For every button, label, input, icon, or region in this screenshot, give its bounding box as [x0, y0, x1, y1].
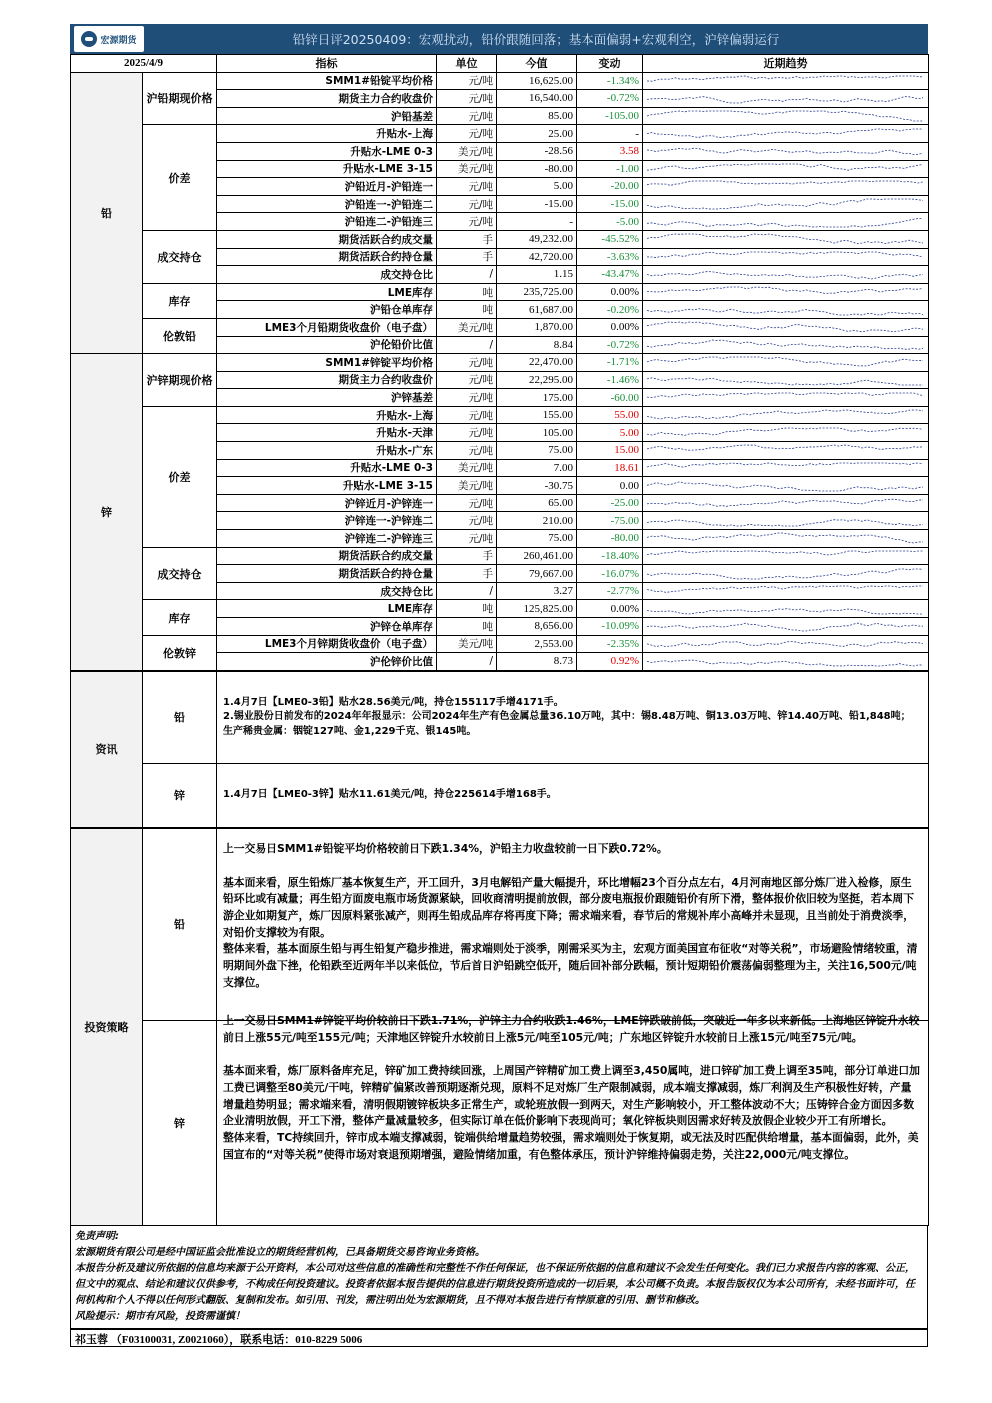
value-cell: 105.00 [497, 424, 577, 442]
change-cell: -3.63% [577, 248, 643, 266]
value-cell: 25.00 [497, 125, 577, 143]
news-lead-item-2: 2.锡业股份日前发布的2024年年报显示：公司2024年生产有色金属总量36.10万吨，其中：锡8.48万吨、铜13.03万吨、锌14.40万吨、铅1,848吨；生产稀贵金属：铟锭127吨、金1,229千克、银145吨。 [223, 711, 911, 737]
change-cell: 0.00% [577, 318, 643, 336]
disclaimer-line-3: 风险提示：期市有风险，投资需谨慎！ [75, 1310, 245, 1322]
table-row [71, 600, 929, 618]
unit-cell: 吨 [437, 618, 497, 636]
value-cell: 3.27 [497, 582, 577, 600]
value-cell: 125,825.00 [497, 600, 577, 618]
change-cell: 0.00 [577, 477, 643, 495]
value-cell: 79,667.00 [497, 565, 577, 583]
company-logo [74, 26, 144, 52]
indicator-label: LME3个月铅期货收盘价（电子盘） [217, 318, 437, 336]
indicator-label: 期货活跃合约持仓量 [217, 248, 437, 266]
value-cell: 49,232.00 [497, 230, 577, 248]
change-cell: -0.20% [577, 301, 643, 319]
change-cell: 15.00 [577, 442, 643, 460]
trend-sparkline [643, 618, 929, 636]
trend-sparkline [643, 459, 929, 477]
indicator-label: 升贴水-LME 0-3 [217, 459, 437, 477]
trend-sparkline [643, 565, 929, 583]
trend-sparkline [643, 477, 929, 495]
change-cell: -2.77% [577, 582, 643, 600]
value-cell: 1,870.00 [497, 318, 577, 336]
trend-sparkline [643, 635, 929, 653]
indicator-label: 成交持仓比 [217, 582, 437, 600]
group-label: 成交持仓 [143, 230, 217, 283]
col-trend: 近期趋势 [643, 55, 929, 73]
trend-sparkline [643, 283, 929, 301]
value-cell: - [497, 213, 577, 231]
indicator-label: 升贴水-上海 [217, 125, 437, 143]
value-cell: 65.00 [497, 494, 577, 512]
report-date: 2025/4/9 [71, 55, 217, 73]
value-cell: 175.00 [497, 389, 577, 407]
indicator-label: 升贴水-广东 [217, 442, 437, 460]
strategy-lead-p2: 基本面来看，原生铅炼厂基本恢复生产，开工回升，3月电解铅产量大幅提升，环比增幅23个百分点左右，4月河南地区部分炼厂进入检修，原生铅环比或有减量；再生铅方面废电瓶市场货源紧缺，回收商清明提前放假，部分废电瓶报价跟随铅价有所下滑，整体报价依旧较为坚挺，若本周下游企业如期复产，炼厂因原料紧张减产，则再生铅成品库存将再度下降；需求端来看，春节后的常规补库小高峰并未显现，且当前处于消费淡季，对铅价支撑较为有限。 [223, 875, 914, 939]
value-cell: 2,553.00 [497, 635, 577, 653]
disclaimer-line-1: 宏源期货有限公司是经中国证监会批准设立的期货经营机构，已具备期货交易咨询业务资格。 [75, 1246, 485, 1258]
change-cell: -18.40% [577, 547, 643, 565]
table-row [71, 72, 929, 90]
indicator-label: 升贴水-LME 0-3 [217, 142, 437, 160]
news-label: 资讯 [71, 671, 143, 827]
unit-cell: / [437, 582, 497, 600]
change-cell: -15.00 [577, 195, 643, 213]
metal-category: 锌 [71, 354, 143, 671]
trend-sparkline [643, 178, 929, 196]
group-label: 沪铅期现价格 [143, 72, 217, 125]
table-row [71, 125, 929, 143]
contact-info: 祁玉蓉 （F03100031, Z0021060），联系电话：010-8229 5006 [70, 1329, 928, 1347]
col-change: 变动 [577, 55, 643, 73]
disclaimer-line-2: 本报告分析及建议所依据的信息均来源于公开资料，本公司对这些信息的准确性和完整性不作任何保证，也不保证所依据的信息和建议不会发生任何变化。我们已力求报告内容的客观、公正，但文中的观点、结论和建议仅供参考，不构成任何投资建议。投资者依据本报告提供的信息进行期货投资所造成的一切后果，本公司概不负责。本报告版权仅为本公司所有，未经书面许可，任何机构和个人不得以任何形式翻版、复制和发布。如引用、刊发，需注明出处为宏源期货，且不得对本报告进行有悖原意的引用、删节和修改。 [75, 1262, 915, 1306]
value-cell: 5.00 [497, 178, 577, 196]
value-cell: 22,295.00 [497, 371, 577, 389]
value-cell: 260,461.00 [497, 547, 577, 565]
trend-sparkline [643, 107, 929, 125]
trend-sparkline [643, 653, 929, 671]
group-label: 伦敦铅 [143, 318, 217, 353]
trend-sparkline [643, 582, 929, 600]
value-cell: -28.56 [497, 142, 577, 160]
indicator-label: 成交持仓比 [217, 266, 437, 284]
change-cell: -2.35% [577, 635, 643, 653]
strategy-label: 投资策略 [71, 828, 143, 1225]
trend-sparkline [643, 547, 929, 565]
change-cell: -45.52% [577, 230, 643, 248]
value-cell: 42,720.00 [497, 248, 577, 266]
strategy-zinc-p3: 整体来看，TC持续回升，锌市成本端支撑减弱，锭端供给增量趋势较强，需求端则处于恢复期，或无法及时匹配供给增量，基本面偏弱，此外，美国宣布的“对等关税”使得市场对衰退预期增强，避险情绪加重，有色整体承压，预计沪锌维持偏弱走势，关注22,000元/吨支撑位。 [223, 1131, 919, 1161]
value-cell: 75.00 [497, 442, 577, 460]
indicator-label: 期货活跃合约成交量 [217, 230, 437, 248]
indicator-label: 沪铅仓单库存 [217, 301, 437, 319]
trend-sparkline [643, 389, 929, 407]
trend-sparkline [643, 512, 929, 530]
report-header [70, 24, 928, 54]
change-cell: -1.46% [577, 371, 643, 389]
unit-cell: 手 [437, 230, 497, 248]
change-cell: -16.07% [577, 565, 643, 583]
change-cell: -80.00 [577, 530, 643, 548]
unit-cell: 元/吨 [437, 178, 497, 196]
strategy-zinc-text [217, 1013, 929, 1225]
trend-sparkline [643, 160, 929, 178]
indicator-label: 沪铅连一-沪铅连二 [217, 195, 437, 213]
logo-icon [81, 31, 97, 47]
col-unit: 单位 [437, 55, 497, 73]
group-label: 库存 [143, 600, 217, 635]
value-cell: -80.00 [497, 160, 577, 178]
trend-sparkline [643, 72, 929, 90]
unit-cell: 美元/吨 [437, 635, 497, 653]
unit-cell: 美元/吨 [437, 142, 497, 160]
unit-cell: / [437, 653, 497, 671]
indicator-label: 沪锌基差 [217, 389, 437, 407]
trend-sparkline [643, 336, 929, 354]
strategy-lead-p1: 上一交易日SMM1#铅锭平均价格较前日下跌1.34%，沪铅主力收盘较前一日下跌0.72%。 [223, 841, 668, 855]
strategy-zinc-p1: 上一交易日SMM1#锌锭平均价较前日下跌1.71%，沪锌主力合约收跌1.46%，LME锌跌破前低，突破近一年多以来新低。上海地区锌锭升水较前日上涨55元/吨至155元/吨；天津地区锌锭升水较前日上涨5元/吨至105元/吨；广东地区锌锭升水较前日上涨15元/吨至75元/吨。 [223, 1013, 920, 1044]
strategy-zinc-p2: 基本面来看，炼厂原料备库充足，锌矿加工费持续回涨，上周国产锌精矿加工费上调至3,450属吨，进口锌矿加工费上调至35吨，部分订单进口加工费已调整至80美元/干吨，锌精矿偏紧改善预期逐渐兑现，原料不足对炼厂生产限制减弱，成本端支撑减弱，炼厂利润及生产积极性好转，产量增量趋势明显；需求端来看，清明假期镀锌板块多正常生产，或轮班放假一到两天，对生产影响较小，开工整体波动不大；压铸锌合金方面因多数企业清明放假，开工下滑，整体产量减量较多，但实际订单在低价影响下表现尚可；氧化锌板块则因需求好转及放假企业较少开工有所增长。 [223, 1064, 920, 1128]
strategy-lead-text [217, 828, 929, 1020]
table-row [71, 406, 929, 424]
change-cell: - [577, 125, 643, 143]
news-lead-label: 铅 [143, 671, 217, 763]
indicator-label: LME库存 [217, 283, 437, 301]
unit-cell: 元/吨 [437, 389, 497, 407]
change-cell: 5.00 [577, 424, 643, 442]
trend-sparkline [643, 354, 929, 372]
trend-sparkline [643, 301, 929, 319]
value-cell: -30.75 [497, 477, 577, 495]
table-row [71, 318, 929, 336]
unit-cell: 元/吨 [437, 195, 497, 213]
indicator-label: 期货活跃合约成交量 [217, 547, 437, 565]
change-cell: 3.58 [577, 142, 643, 160]
trend-sparkline [643, 442, 929, 460]
news-zinc-text: 1.4月7日【LME0-3锌】贴水11.61美元/吨，持仓225614手增168手。 [217, 763, 929, 827]
unit-cell: 元/吨 [437, 494, 497, 512]
indicator-label: LME库存 [217, 600, 437, 618]
unit-cell: / [437, 266, 497, 284]
indicator-label: 沪铅基差 [217, 107, 437, 125]
value-cell: 22,470.00 [497, 354, 577, 372]
change-cell: -1.71% [577, 354, 643, 372]
news-zinc-label: 锌 [143, 763, 217, 827]
group-label: 库存 [143, 283, 217, 318]
change-cell: -1.00 [577, 160, 643, 178]
trend-sparkline [643, 142, 929, 160]
trend-sparkline [643, 230, 929, 248]
value-cell: 85.00 [497, 107, 577, 125]
metal-category: 铅 [71, 72, 143, 354]
table-header-row [71, 55, 929, 73]
strategy-lead-p3: 整体来看，基本面原生铅与再生铅复产稳步推进，需求端则处于淡季，刚需采买为主，宏观方面美国宣布征收“对等关税”，市场避险情绪较重，清明期间外盘下挫，伦铅跌至近两年半以来低位，节后首日沪铅跳空低开，随后回补部分跌幅，预计短期铅价震荡偏弱整理为主，关注16,500元/吨支撑位。 [223, 942, 918, 989]
value-cell: 155.00 [497, 406, 577, 424]
group-label: 伦敦锌 [143, 635, 217, 670]
trend-sparkline [643, 406, 929, 424]
unit-cell: 美元/吨 [437, 459, 497, 477]
indicator-label: 期货主力合约收盘价 [217, 90, 437, 108]
unit-cell: 手 [437, 565, 497, 583]
unit-cell: 手 [437, 547, 497, 565]
trend-sparkline [643, 424, 929, 442]
indicator-label: LME3个月锌期货收盘价（电子盘） [217, 635, 437, 653]
report-page [70, 24, 928, 1347]
change-cell: -75.00 [577, 512, 643, 530]
change-cell: 0.00% [577, 600, 643, 618]
unit-cell: 美元/吨 [437, 477, 497, 495]
unit-cell: 元/吨 [437, 354, 497, 372]
trend-sparkline [643, 318, 929, 336]
trend-sparkline [643, 266, 929, 284]
disclaimer-title: 免责声明: [75, 1230, 119, 1242]
unit-cell: 手 [437, 248, 497, 266]
table-row [71, 283, 929, 301]
unit-cell: 吨 [437, 283, 497, 301]
unit-cell: / [437, 336, 497, 354]
unit-cell: 元/吨 [437, 512, 497, 530]
value-cell: 61,687.00 [497, 301, 577, 319]
indicator-label: 升贴水-LME 3-15 [217, 477, 437, 495]
news-lead-item-1: 1.4月7日【LME0-3铅】贴水28.56美元/吨，持仓155117手增4171手。 [223, 696, 564, 708]
value-cell: 7.00 [497, 459, 577, 477]
value-cell: -15.00 [497, 195, 577, 213]
indicator-label: SMM1#锌锭平均价格 [217, 354, 437, 372]
value-cell: 8.73 [497, 653, 577, 671]
change-cell: -60.00 [577, 389, 643, 407]
unit-cell: 元/吨 [437, 107, 497, 125]
value-cell: 235,725.00 [497, 283, 577, 301]
indicator-label: 沪铅近月-沪铅连一 [217, 178, 437, 196]
table-row [71, 354, 929, 372]
unit-cell: 吨 [437, 301, 497, 319]
trend-sparkline [643, 125, 929, 143]
logo-text: 宏源期货 [100, 34, 137, 45]
unit-cell: 元/吨 [437, 442, 497, 460]
table-row [71, 635, 929, 653]
change-cell: -5.00 [577, 213, 643, 231]
value-cell: 75.00 [497, 530, 577, 548]
trend-sparkline [643, 600, 929, 618]
trend-sparkline [643, 494, 929, 512]
indicator-label: 期货主力合约收盘价 [217, 371, 437, 389]
indicator-label: 沪伦铅价比值 [217, 336, 437, 354]
unit-cell: 吨 [437, 600, 497, 618]
indicator-label: 沪锌近月-沪锌连一 [217, 494, 437, 512]
unit-cell: 美元/吨 [437, 160, 497, 178]
group-label: 成交持仓 [143, 547, 217, 600]
change-cell: 0.92% [577, 653, 643, 671]
change-cell: -20.00 [577, 178, 643, 196]
change-cell: -1.34% [577, 72, 643, 90]
indicator-label: SMM1#铅锭平均价格 [217, 72, 437, 90]
change-cell: 55.00 [577, 406, 643, 424]
col-indicator: 指标 [217, 55, 437, 73]
table-row [71, 230, 929, 248]
indicator-label: 沪锌连二-沪锌连三 [217, 530, 437, 548]
change-cell: -25.00 [577, 494, 643, 512]
indicator-label: 沪铅连二-沪铅连三 [217, 213, 437, 231]
unit-cell: 元/吨 [437, 213, 497, 231]
change-cell: -10.09% [577, 618, 643, 636]
unit-cell: 元/吨 [437, 72, 497, 90]
indicator-label: 期货活跃合约持仓量 [217, 565, 437, 583]
indicator-label: 沪锌仓单库存 [217, 618, 437, 636]
value-cell: 16,540.00 [497, 90, 577, 108]
trend-sparkline [643, 530, 929, 548]
strategy-lead-label: 铅 [143, 828, 217, 1020]
strategy-zinc-label: 锌 [143, 1020, 217, 1225]
unit-cell: 美元/吨 [437, 318, 497, 336]
indicator-label: 升贴水-LME 3-15 [217, 160, 437, 178]
trend-sparkline [643, 371, 929, 389]
indicator-label: 升贴水-上海 [217, 406, 437, 424]
unit-cell: 元/吨 [437, 125, 497, 143]
trend-sparkline [643, 90, 929, 108]
data-table [70, 54, 929, 671]
unit-cell: 元/吨 [437, 530, 497, 548]
indicator-label: 沪锌连一-沪锌连二 [217, 512, 437, 530]
news-lead-text [217, 671, 929, 763]
change-cell: 0.00% [577, 283, 643, 301]
group-label: 沪锌期现价格 [143, 354, 217, 407]
change-cell: -0.72% [577, 90, 643, 108]
change-cell: -0.72% [577, 336, 643, 354]
change-cell: -105.00 [577, 107, 643, 125]
indicator-label: 沪伦锌价比值 [217, 653, 437, 671]
value-cell: 8,656.00 [497, 618, 577, 636]
col-value: 今值 [497, 55, 577, 73]
disclaimer [70, 1226, 928, 1329]
group-label: 价差 [143, 406, 217, 547]
unit-cell: 元/吨 [437, 371, 497, 389]
group-label: 价差 [143, 125, 217, 231]
change-cell: -43.47% [577, 266, 643, 284]
trend-sparkline [643, 213, 929, 231]
table-row [71, 547, 929, 565]
unit-cell: 元/吨 [437, 406, 497, 424]
value-cell: 16,625.00 [497, 72, 577, 90]
unit-cell: 元/吨 [437, 424, 497, 442]
value-cell: 1.15 [497, 266, 577, 284]
change-cell: 18.61 [577, 459, 643, 477]
report-title: 铅锌日评20250409：宏观扰动，铅价跟随回落；基本面偏弱+宏观利空，沪锌偏弱运行 [292, 32, 780, 47]
value-cell: 8.84 [497, 336, 577, 354]
unit-cell: 元/吨 [437, 90, 497, 108]
value-cell: 210.00 [497, 512, 577, 530]
trend-sparkline [643, 248, 929, 266]
news-table [70, 671, 929, 828]
trend-sparkline [643, 195, 929, 213]
strategy-table [70, 828, 929, 1226]
indicator-label: 升贴水-天津 [217, 424, 437, 442]
